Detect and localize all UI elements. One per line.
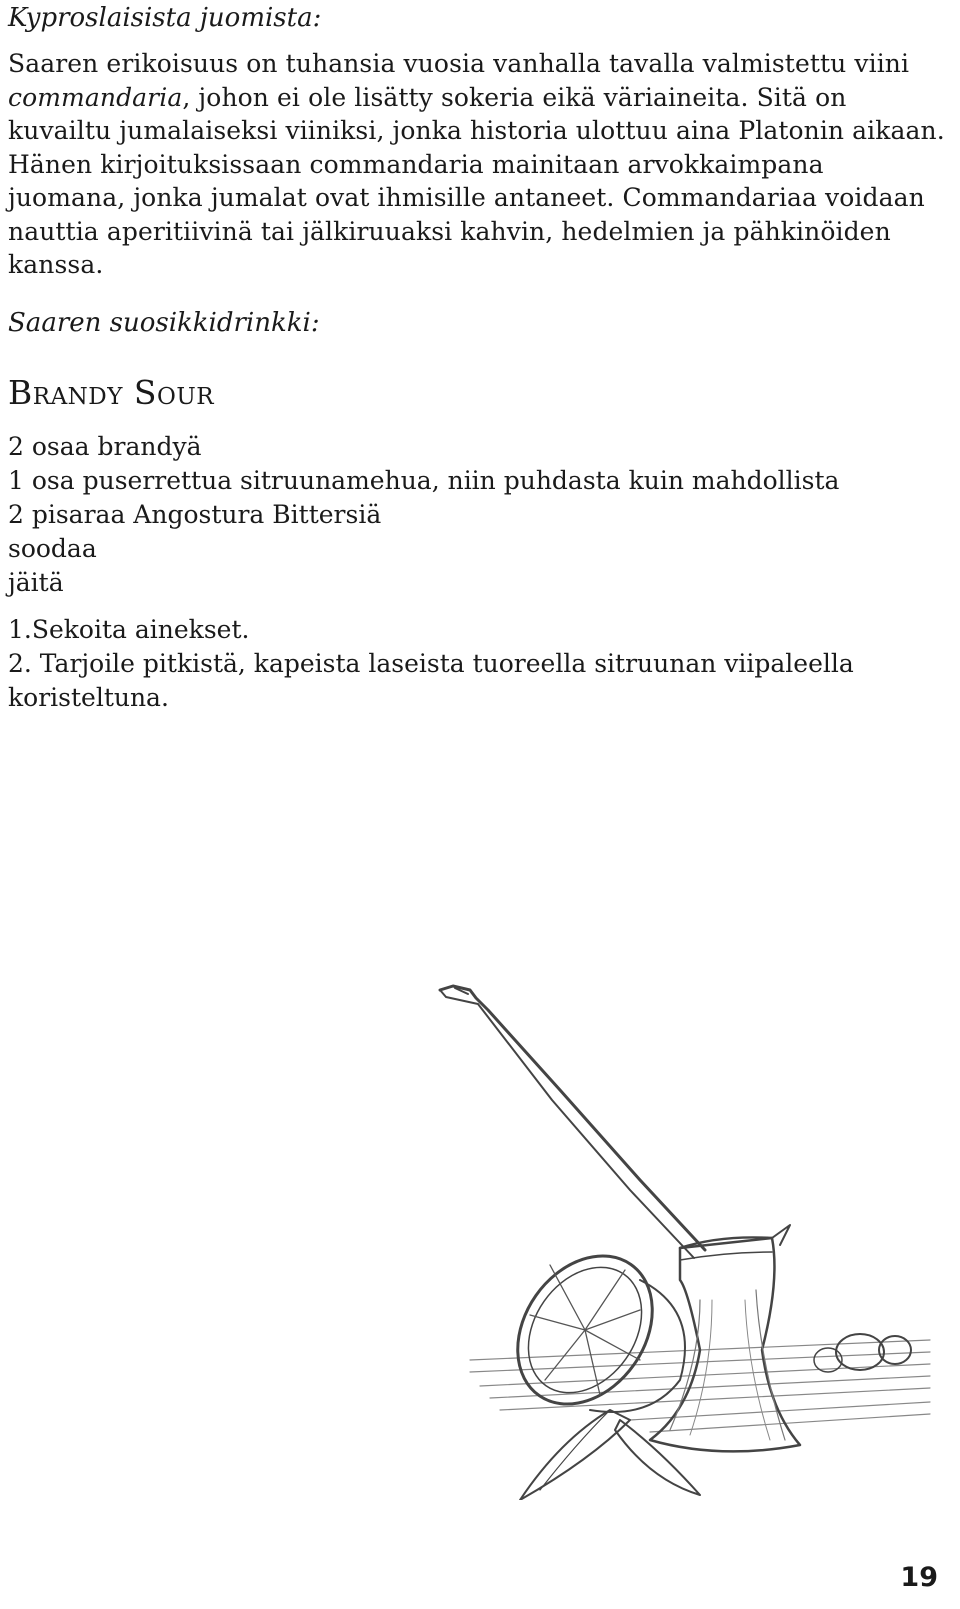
page-number: 19: [900, 1562, 938, 1593]
drinks-paragraph-block: [8, 47, 948, 282]
ingredient-item: 1 osa puserrettua sitruunamehua, niin puhdasta kuin mahdollista: [8, 466, 840, 495]
steps-list: [8, 613, 908, 715]
ingredient-item: jäitä: [8, 568, 64, 597]
commandaria-term: commandaria: [8, 82, 183, 112]
drinks-paragraph-rest: , johon ei ole lisätty sokeria eikä väriaineita. Sitä on kuvailtu jumalaiseksi viiniksi, jonka historia ulottuu aina Platonin aikaan. Hänen kirjoituksissaan commandaria mainitaan arvokkaimpana juomana, jonka jumalat ovat ihmisille antaneet. Commandariaa voidaan nauttia aperitiivinä tai jälkiruuaksi kahvin, hedelmien ja pähkinöiden kanssa.: [8, 82, 945, 279]
step-item: 2. Tarjoile pitkistä, kapeista laseista tuoreella sitruunan viipaleella koristeltuna.: [8, 649, 854, 712]
ingredients-list: [8, 430, 839, 600]
pencil-sketch-coffee-pot-lemon-icon: [440, 986, 930, 1500]
ingredient-item: 2 pisaraa Angostura Bittersiä: [8, 500, 382, 529]
favorite-section: [8, 305, 320, 340]
drinks-heading: Kyproslaisista juomista:: [8, 3, 322, 33]
step-item: 1.Sekoita ainekset.: [8, 615, 250, 644]
recipe-title: Brandy Sour: [8, 373, 215, 412]
ingredient-item: 2 osaa brandyä: [8, 432, 202, 461]
drinks-paragraph-intro: Saaren erikoisuus on tuhansia vuosia vanhalla tavalla valmistettu viini: [8, 49, 910, 78]
coffee-pot-lemon-illustration: [0, 940, 960, 1500]
drinks-paragraph: [8, 47, 948, 282]
ingredient-item: soodaa: [8, 534, 97, 563]
drinks-section: [8, 0, 321, 35]
favorite-heading: Saaren suosikkidrinkki:: [8, 308, 320, 338]
